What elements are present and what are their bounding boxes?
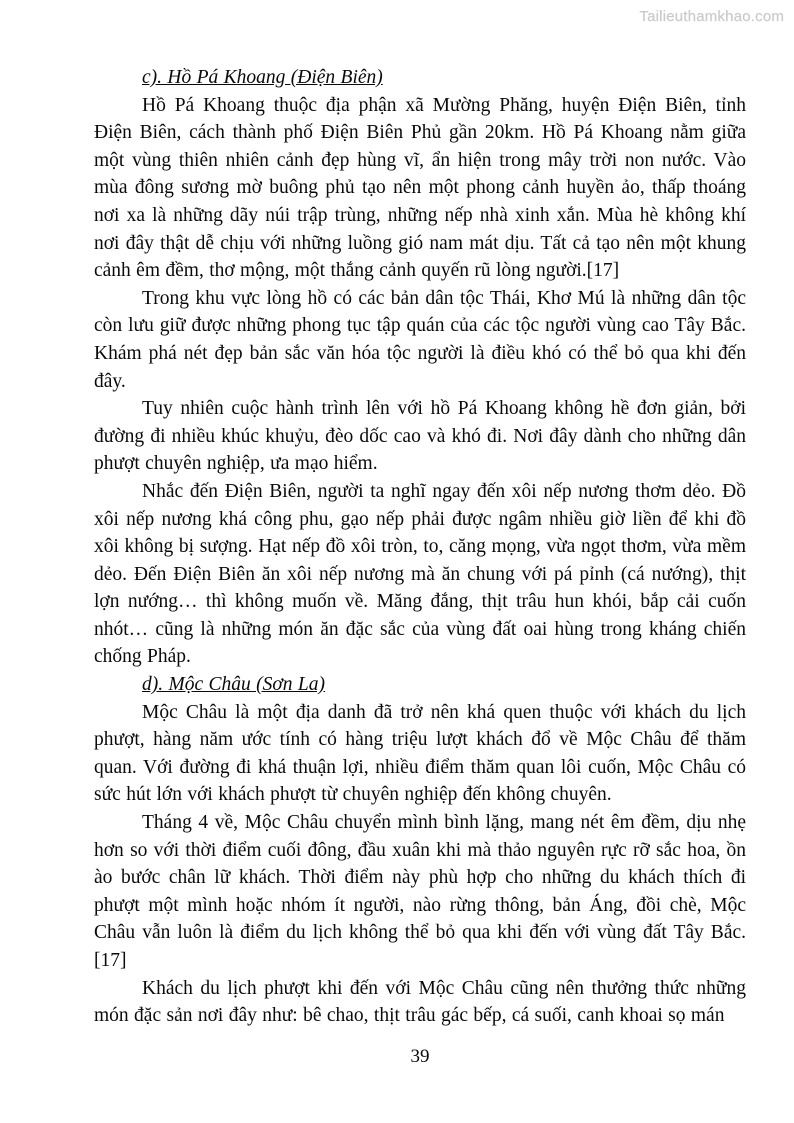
page-number: 39 [410, 1046, 430, 1067]
section-heading: d). Mộc Châu (Sơn La) [142, 674, 326, 696]
paragraph: Mộc Châu là một địa danh đã trở nên khá quen thuộc với khách du lịch phượt, hàng năm ước tính có hàng triệu lượt khách đổ về Mộc Châu để thăm quan. Với đường đi khá thuận lợi, nhiều điểm thăm quan lôi cuốn, Mộc Châu có sức hút lớn với khách phượt từ chuyên nghiệp đến không chuyên. [94, 701, 746, 806]
paragraph: Hồ Pá Khoang thuộc địa phận xã Mường Phăng, huyện Điện Biên, tỉnh Điện Biên, cách thành phố Điện Biên Phủ gần 20km. Hồ Pá Khoang nằm giữa một vùng thiên nhiên cảnh đẹp hùng vĩ, ẩn hiện trong mây trời non nước. Vào mùa đông sương mờ buông phủ tạo nên một phong cảnh huyền ảo, thấp thoáng nơi xa là những dãy núi trập trùng, những nếp nhà xinh xắn. Mùa hè không khí nơi đây thật dễ chịu với những luồng gió nam mát dịu. Tất cả tạo nên một khung cảnh êm đềm, thơ mộng, một thắng cảnh quyến rũ lòng người.[17] [94, 94, 746, 282]
paragraph: Trong khu vực lòng hồ có các bản dân tộc Thái, Khơ Mú là những dân tộc còn lưu giữ được những phong tục tập quán của các tộc người vùng cao Tây Bắc. Khám phá nét đẹp bản sắc văn hóa tộc người là điều khó có thể bỏ qua khi đến đây. [94, 287, 746, 392]
paragraph: Khách du lịch phượt khi đến với Mộc Châu cũng nên thưởng thức những món đặc sản nơi đây như: bê chao, thịt trâu gác bếp, cá suối, canh khoai sọ mán [94, 977, 746, 1027]
paragraph: Nhắc đến Điện Biên, người ta nghĩ ngay đến xôi nếp nương thơm dẻo. Đồ xôi nếp nương khá công phu, gạo nếp phải được ngâm nhiều giờ liền để khi đồ xôi không bị sượng. Hạt nếp đồ xôi tròn, to, căng mọng, vừa ngọt thơm, vừa mềm dẻo. Đến Điện Biên ăn xôi nếp nương mà ăn chung với pá pỉnh (cá nướng), thịt lợn nướng… thì không muốn về. Măng đắng, thịt trâu hun khói, bắp cải cuốn nhót… cũng là những món ăn đặc sắc của vùng đất oai hùng trong kháng chiến chống Pháp. [94, 480, 746, 668]
watermark: Tailieuthamkhao.com [639, 8, 784, 25]
page-content [94, 64, 746, 1030]
paragraph: Tháng 4 về, Mộc Châu chuyển mình bình lặng, mang nét êm đềm, dịu nhẹ hơn so với thời điểm cuối đông, đầu xuân khi mà thảo nguyên rực rỡ sắc hoa, ồn ào bước chân lữ khách. Thời điểm này phù hợp cho những du khách thích đi phượt một mình hoặc nhóm ít người, nào rừng thông, bản Áng, đồi chè, Mộc Châu vẫn luôn là điểm du lịch không thể bỏ qua khi đến với vùng đất Tây Bắc.[17] [94, 812, 746, 971]
paragraph: Tuy nhiên cuộc hành trình lên với hồ Pá Khoang không hề đơn giản, bởi đường đi nhiều khúc khuỷu, đèo dốc cao và khó đi. Nơi đây dành cho những dân phượt chuyên nghiệp, ưa mạo hiểm. [94, 398, 746, 475]
section-heading: c). Hồ Pá Khoang (Điện Biên) [142, 67, 383, 88]
